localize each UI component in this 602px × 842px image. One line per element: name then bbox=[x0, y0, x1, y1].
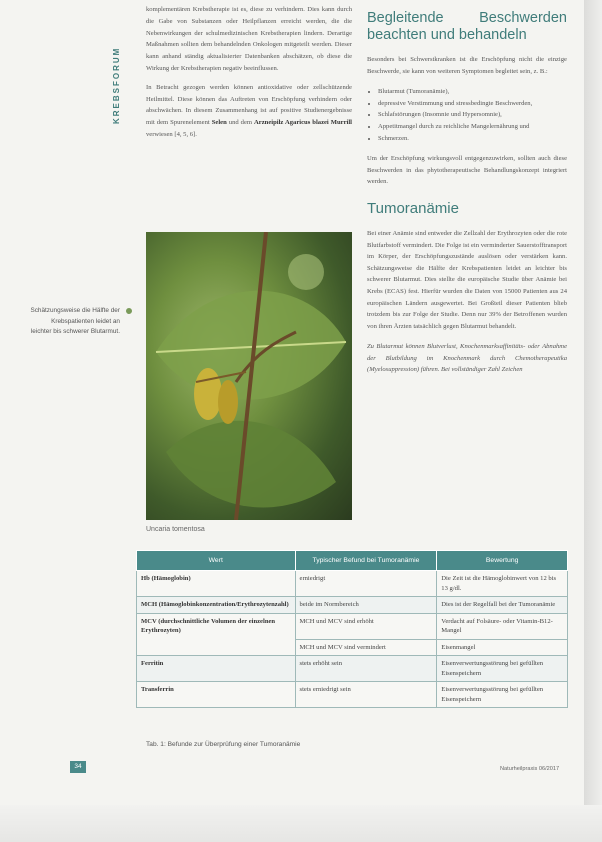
paragraph: komplementären Krebstherapie ist es, diese zu verhindern. Dies kann durch die Gabe von Substanzen oder Heilpflanzen erreicht werden, die die Nebenwirkungen der schulmedizinischen Krebstherapien lindern. Derartige Maßnahmen sollten dem behandelnden Onkologen mitgeteilt werden. Dieser kann anhand ständig aktualisierter Datenbanken abschätzen, ob diese die Wirkung der Krebstherapien negativ beeinflussen. bbox=[146, 6, 352, 72]
cell-wert: Ferritin bbox=[137, 656, 296, 682]
paragraph: Zu Blutarmut können Blutverlust, Knochenmarksaffinitäts- oder Abnahme der Blutbildung im Knochenmark durch Chemotherapeutika (Myelosuppression) führen. Bei vollständiger Zahl Zeichen bbox=[367, 343, 567, 374]
paragraph: Bei einer Anämie sind entweder die Zellzahl der Erythrozyten oder die rote Blutfarbstoff vermindert. Die Folge ist ein verminderter Sauerstofftransport im Körper, der Erschöpfungszustände auslösen oder verstärken kann. Schätzungsweise die Hälfte der Krebspatienten leidet an leichter bis schwerer Blutarmut. Dies stellte die europäische Studie über Anämie bei Krebs (ECAS) fest. Hierfür wurden die Daten von 15000 Patienten aus 24 europäischen Ländern ausgewertet. Bei Großteil dieser Patienten blieb trotzdem bis zur Folge der Studie. Denn nur 39% der Betroffenen wurden von ihren Ärzten tatsächlich gegen Blutarmut behandelt. bbox=[367, 229, 567, 330]
sidenote-bullet bbox=[126, 308, 132, 314]
cell-bewertung: Eisenverwertungsstörung bei gefüllten Eisenspeichern bbox=[437, 682, 568, 708]
plant-illustration bbox=[146, 232, 352, 520]
plant-photo bbox=[146, 232, 352, 520]
table-row bbox=[137, 656, 568, 682]
cell-befund: beide im Normbereich bbox=[295, 597, 437, 614]
cell-befund: stets erhöht sein bbox=[295, 656, 437, 682]
cell-befund: erniedrigt bbox=[295, 571, 437, 597]
paragraph: In Betracht gezogen werden können antioxidative oder zellschützende Heilmittel. Diese können das Auftreten von Erschöpfung verhindern oder abschwächen. In diesem Zusammenhang ist auf positive Studienergebnisse mit dem Spurenelement Selen und dem Arzneipilz Agaricus blazei Murrill verwiesen [4, 5, 6]. bbox=[146, 83, 353, 138]
cell-bewertung: Eisenmangel bbox=[437, 639, 568, 656]
cell-bewertung: Die Zeit ist die Hämoglobinwert von 12 bis 13 g/dl. bbox=[437, 571, 568, 597]
cell-befund: stets erniedrigt sein bbox=[295, 682, 437, 708]
cell-bewertung: Verdacht auf Folsäure- oder Vitamin-B12-Mangel bbox=[437, 613, 568, 639]
list-item: • Blutarmut (Tumoranämie), bbox=[378, 86, 567, 98]
section-heading: Tumoranämie bbox=[367, 199, 459, 217]
column-header: Typischer Befund bei Tumoranämie bbox=[295, 551, 437, 571]
table-caption: Tab. 1: Befunde zur Überprüfung einer Tumoranämie bbox=[146, 741, 301, 748]
anemia-table bbox=[136, 550, 568, 708]
page-number: 34 bbox=[70, 761, 86, 773]
bold-term: Selen bbox=[211, 119, 227, 127]
table-header-row bbox=[137, 551, 568, 571]
cell-wert: Hb (Hämoglobin) bbox=[137, 571, 296, 597]
list-item: • depressive Verstimmung und stressbedingte Beschwerden, bbox=[378, 98, 567, 110]
column-header: Bewertung bbox=[437, 551, 568, 571]
table-row bbox=[137, 682, 568, 708]
list-item: • Appetitmangel durch zu reichliche Mangelernährung und bbox=[378, 121, 567, 133]
cell-befund: MCH und MCV sind erhöht bbox=[295, 613, 437, 639]
scan-background bbox=[0, 805, 602, 842]
column-header: Wert bbox=[137, 551, 296, 571]
right-text-column bbox=[367, 10, 567, 385]
journal-footer: Naturheilpraxis 06/2017 bbox=[500, 766, 560, 772]
list-item: • Schmerzen. bbox=[378, 133, 567, 145]
paragraph: Besonders bei Schwerstkranken ist die Erschöpfung nicht die einzige Beschwerde, sie kann von weiteren Symptomen begleitet sein, z. B.: bbox=[367, 56, 567, 75]
cell-bewertung: Eisenverwertungsstörung bei gefüllten Eisenspeichern bbox=[437, 656, 568, 682]
table-row bbox=[137, 571, 568, 597]
table-row bbox=[137, 597, 568, 614]
page-edge-shadow bbox=[584, 0, 602, 842]
table-row bbox=[137, 613, 568, 639]
list-item: • Schlafstörungen (Insomnie und Hypersomnie), bbox=[378, 109, 567, 121]
sidenote-quote: Schätzungsweise die Hälfte der Krebspatienten leidet an leichter bis schwerer Blutarmut. bbox=[30, 307, 120, 336]
paragraph: Um der Erschöpfung wirkungsvoll entgegenzuwirken, sollten auch diese Beschwerden in das phytotherapeutische Behandlungskonzept integriert werden. bbox=[367, 155, 567, 186]
cell-wert: MCH (Hämoglobinkonzentration/Erythrozytenzahl) bbox=[137, 597, 296, 614]
cell-wert: MCV (durchschnittliche Volumen der einzelnen Erythrozyten) bbox=[137, 613, 296, 656]
section-heading: Begleitende Beschwerden beachten und behandeln bbox=[367, 10, 567, 43]
cell-bewertung: Dies ist der Regelfall bei der Tumoranämie bbox=[437, 597, 568, 614]
left-text-column bbox=[146, 4, 352, 148]
photo-caption: Uncaria tomentosa bbox=[146, 526, 205, 533]
section-rubric: KREBSFORUM bbox=[112, 46, 121, 124]
cell-wert: Transferrin bbox=[137, 682, 296, 708]
bold-term: Arzneipilz Agaricus blazei Murrill bbox=[254, 119, 353, 127]
cell-befund: MCH und MCV sind vermindert bbox=[295, 639, 437, 656]
symptom-list bbox=[367, 86, 567, 144]
